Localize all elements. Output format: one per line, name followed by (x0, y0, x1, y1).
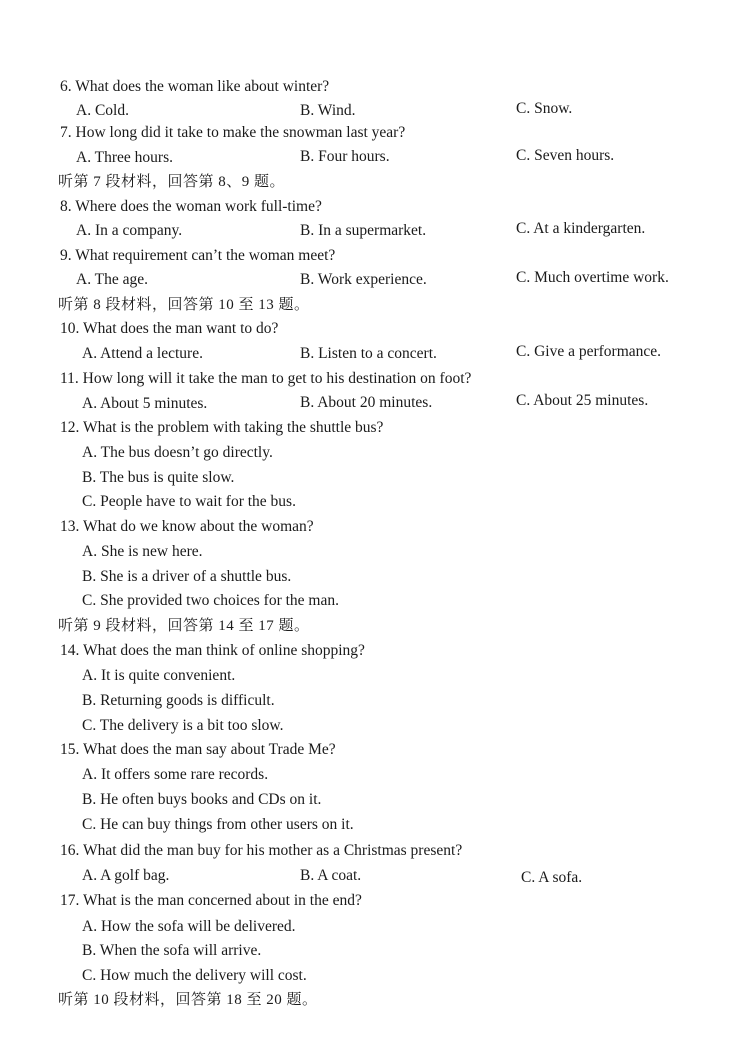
option-17b: B. When the sofa will arrive. (82, 942, 262, 959)
option-8c: C. At a kindergarten. (516, 220, 646, 237)
option-16a: A. A golf bag. (82, 867, 170, 884)
question-7: 7. How long did it take to make the snowman last year? (60, 124, 406, 141)
option-16c: C. A sofa. (521, 869, 583, 886)
option-13c: C. She provided two choices for the man. (82, 592, 339, 609)
option-7c: C. Seven hours. (516, 147, 615, 164)
option-15b: B. He often buys books and CDs on it. (82, 791, 322, 808)
option-6c: C. Snow. (516, 100, 573, 117)
option-10c: C. Give a performance. (516, 343, 662, 360)
option-6b: B. Wind. (300, 102, 356, 119)
option-8b: B. In a supermarket. (300, 222, 427, 239)
option-12b: B. The bus is quite slow. (82, 469, 235, 486)
option-14c: C. The delivery is a bit too slow. (82, 717, 284, 734)
section-heading-10: 听第 10 段材料，回答第 18 至 20 题。 (58, 992, 318, 1008)
section-heading-7: 听第 7 段材料，回答第 8、9 题。 (58, 174, 286, 190)
option-10b: B. Listen to a concert. (300, 345, 437, 362)
question-10: 10. What does the man want to do? (60, 320, 279, 337)
option-14a: A. It is quite convenient. (82, 667, 236, 684)
option-14b: B. Returning goods is difficult. (82, 692, 275, 709)
question-12: 12. What is the problem with taking the shuttle bus? (60, 419, 384, 436)
option-15a: A. It offers some rare records. (82, 766, 269, 783)
option-7a: A. Three hours. (76, 149, 173, 166)
option-9c: C. Much overtime work. (516, 269, 669, 286)
section-heading-9: 听第 9 段材料，回答第 14 至 17 题。 (58, 618, 310, 634)
option-6a: A. Cold. (76, 102, 129, 119)
option-17c: C. How much the delivery will cost. (82, 967, 307, 984)
option-11c: C. About 25 minutes. (516, 392, 649, 409)
question-17: 17. What is the man concerned about in the end? (60, 892, 362, 909)
question-15: 15. What does the man say about Trade Me? (60, 741, 336, 758)
question-16: 16. What did the man buy for his mother as a Christmas present? (60, 842, 463, 859)
option-11b: B. About 20 minutes. (300, 394, 433, 411)
question-6: 6. What does the woman like about winter? (60, 78, 330, 95)
option-11a: A. About 5 minutes. (82, 395, 208, 412)
question-11: 11. How long will it take the man to get to his destination on foot? (60, 370, 472, 387)
question-8: 8. Where does the woman work full-time? (60, 198, 322, 215)
option-10a: A. Attend a lecture. (82, 345, 203, 362)
option-15c: C. He can buy things from other users on it. (82, 816, 354, 833)
option-12a: A. The bus doesn’t go directly. (82, 444, 273, 461)
option-9a: A. The age. (76, 271, 149, 288)
option-8a: A. In a company. (76, 222, 183, 239)
option-17a: A. How the sofa will be delivered. (82, 918, 296, 935)
option-9b: B. Work experience. (300, 271, 427, 288)
option-12c: C. People have to wait for the bus. (82, 493, 296, 510)
question-9: 9. What requirement can’t the woman meet? (60, 247, 336, 264)
question-13: 13. What do we know about the woman? (60, 518, 314, 535)
section-heading-8: 听第 8 段材料，回答第 10 至 13 题。 (58, 297, 310, 313)
option-13a: A. She is new here. (82, 543, 203, 560)
question-14: 14. What does the man think of online shopping? (60, 642, 365, 659)
option-16b: B. A coat. (300, 867, 362, 884)
option-13b: B. She is a driver of a shuttle bus. (82, 568, 292, 585)
option-7b: B. Four hours. (300, 148, 390, 165)
